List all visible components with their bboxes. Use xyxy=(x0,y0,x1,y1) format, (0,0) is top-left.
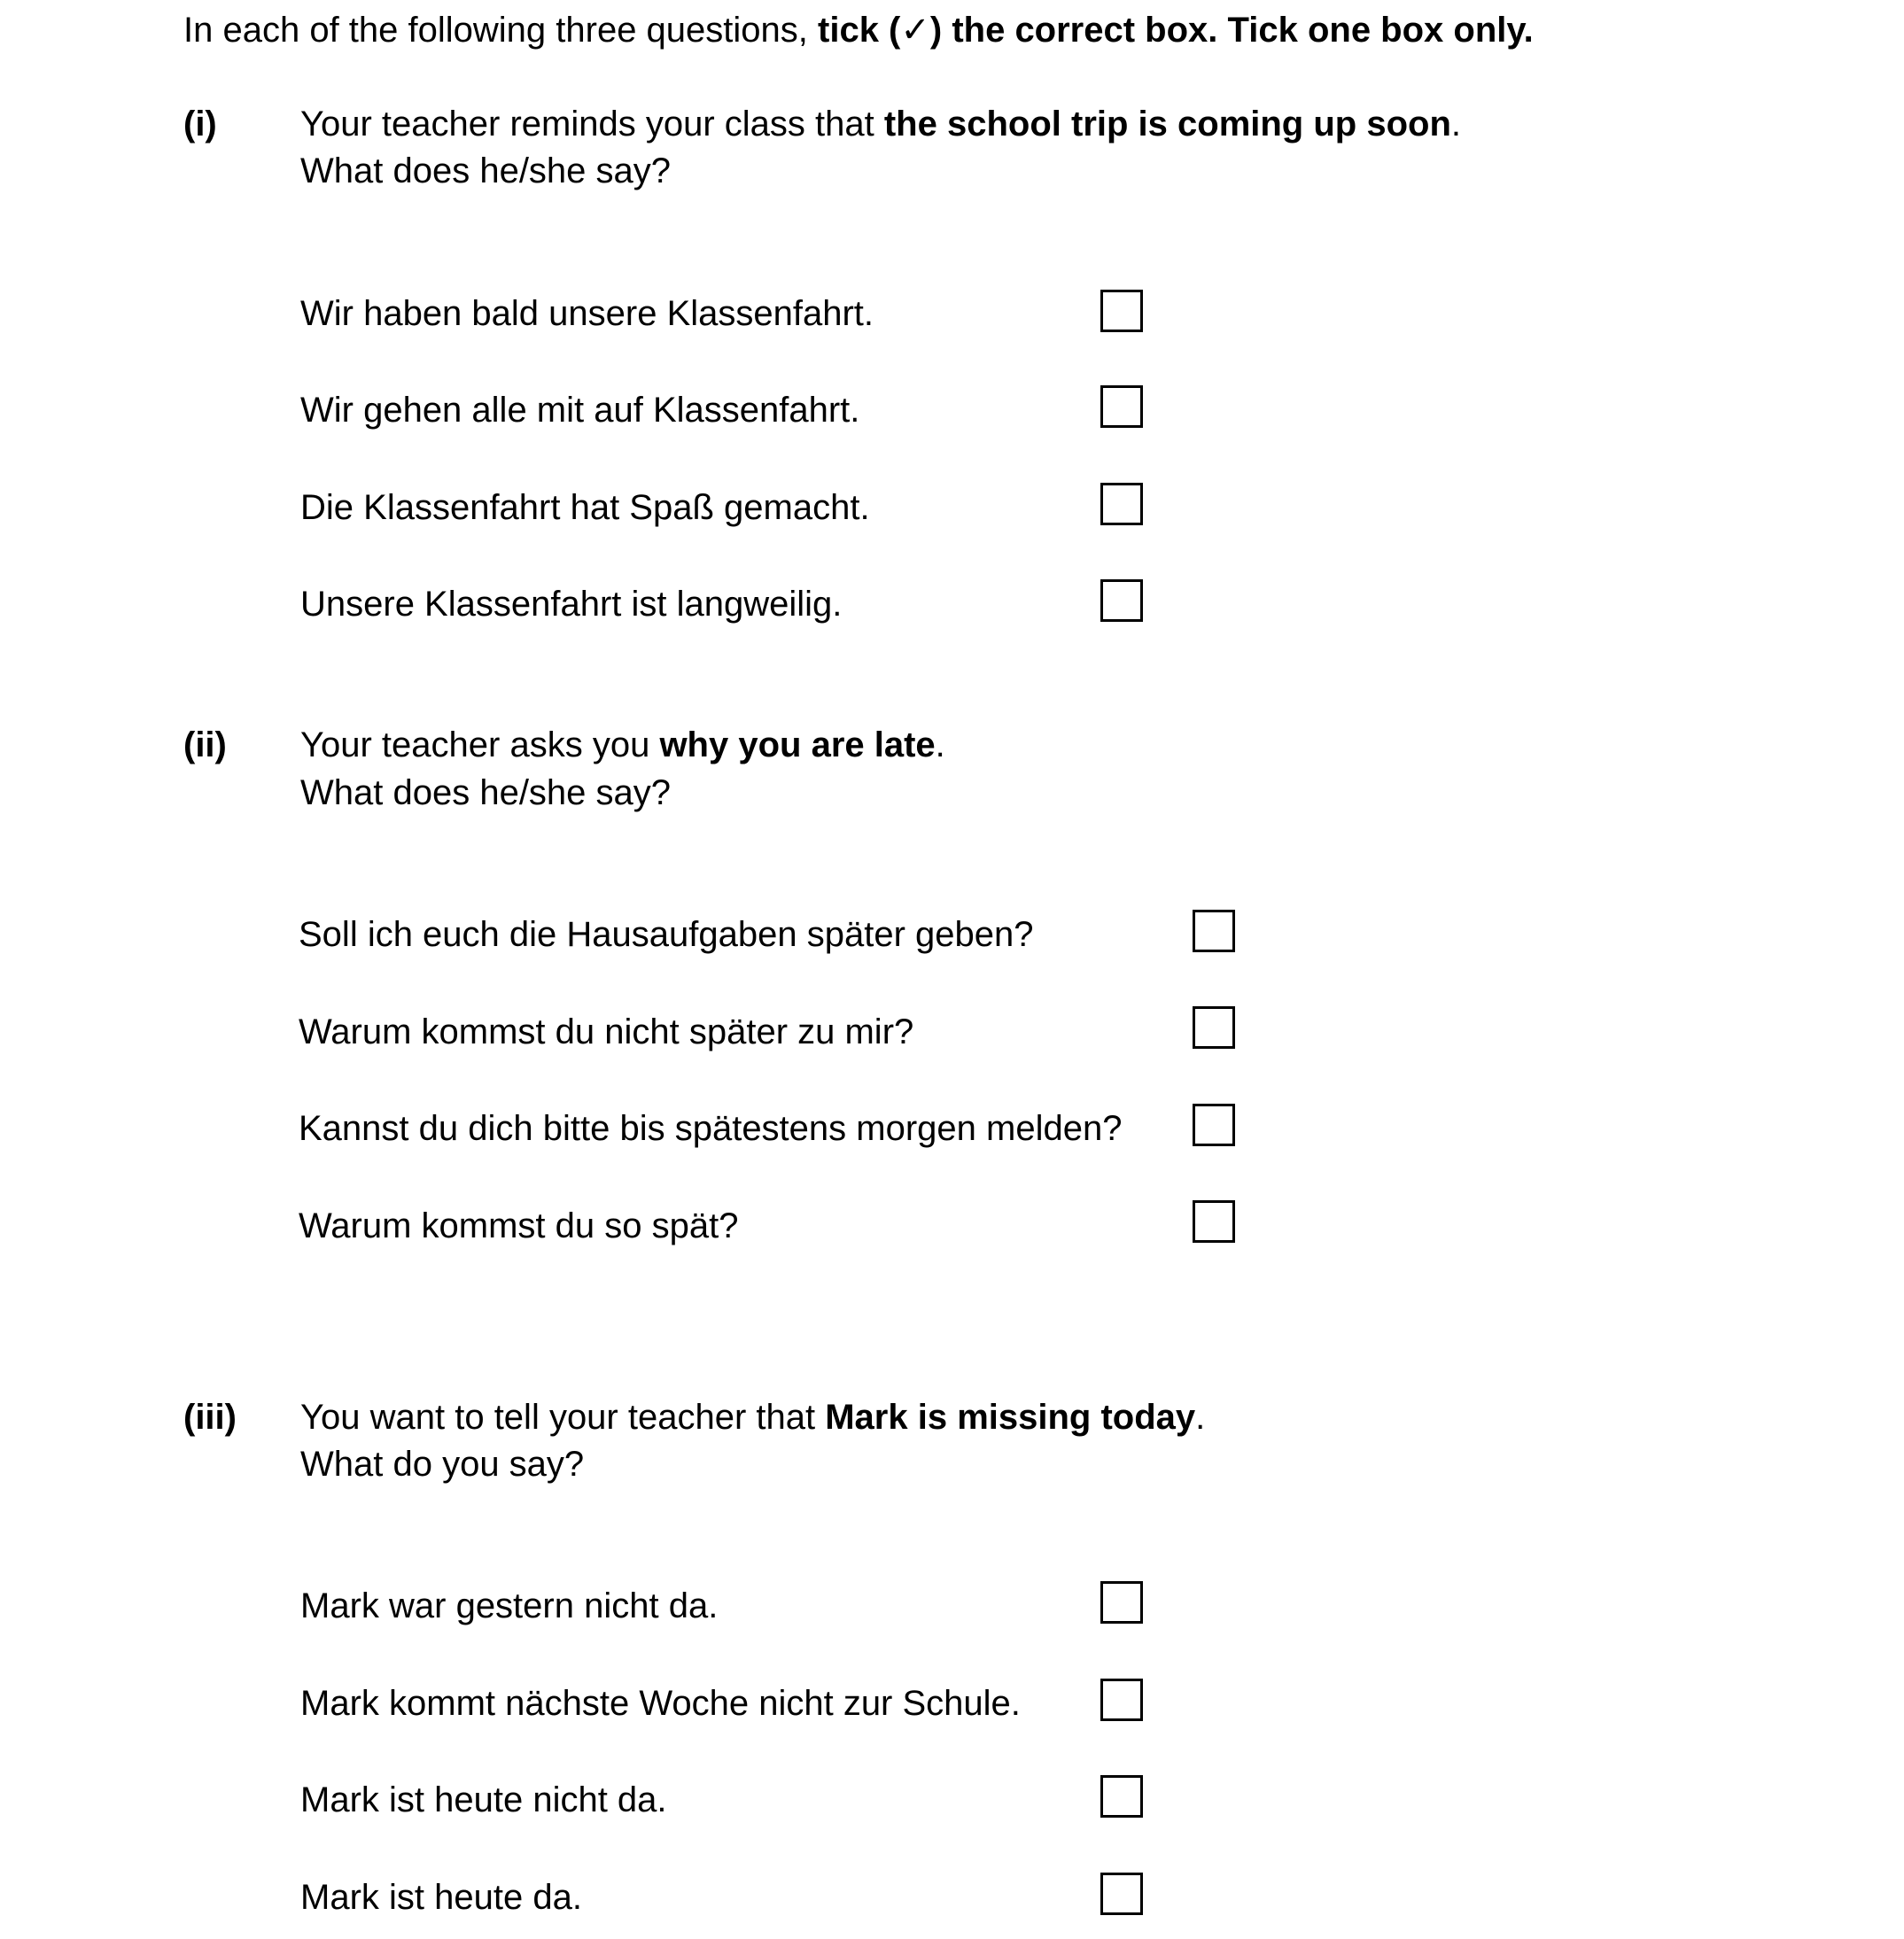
question-3-prompt-end: . xyxy=(1195,1398,1206,1437)
question-3-subprompt: What do you say? xyxy=(300,1445,585,1484)
question-1-option-3-checkbox[interactable] xyxy=(1100,483,1143,525)
question-2-option-3: Kannst du dich bitte bis spätestens morgen melden? xyxy=(299,1109,1123,1148)
question-1-option-2-checkbox[interactable] xyxy=(1100,385,1143,428)
question-2-option-3-checkbox[interactable] xyxy=(1193,1104,1235,1146)
question-2-prompt-bold: why you are late xyxy=(659,725,936,764)
question-2-option-1: Soll ich euch die Hausaufgaben später geben? xyxy=(299,915,1034,954)
question-3-prompt-text: You want to tell your teacher that xyxy=(300,1398,826,1437)
question-2-option-2-checkbox[interactable] xyxy=(1193,1006,1235,1049)
question-3-label: (iii) xyxy=(183,1398,237,1437)
question-1-option-1-checkbox[interactable] xyxy=(1100,290,1143,332)
question-1-subprompt: What does he/she say? xyxy=(300,151,672,190)
question-1-label: (i) xyxy=(183,105,217,143)
question-3-option-1: Mark war gestern nicht da. xyxy=(300,1586,719,1625)
instructions xyxy=(183,7,1534,54)
instructions-tick-text: tick ( xyxy=(818,11,901,50)
instructions-box-text: ) the correct box. Tick one box only. xyxy=(929,11,1534,50)
tick-icon: ✓ xyxy=(900,11,930,50)
question-3-option-2-checkbox[interactable] xyxy=(1100,1679,1143,1721)
question-2-option-4: Warum kommst du so spät? xyxy=(299,1206,739,1245)
question-3-option-4-checkbox[interactable] xyxy=(1100,1873,1143,1915)
question-1-option-2: Wir gehen alle mit auf Klassenfahrt. xyxy=(300,391,860,430)
question-3-prompt-bold: Mark is missing today xyxy=(825,1398,1196,1437)
instructions-bold xyxy=(818,11,1534,50)
question-1-prompt-text: Your teacher reminds your class that xyxy=(300,105,884,143)
question-2-label: (ii) xyxy=(183,725,227,764)
question-2-prompt xyxy=(300,722,945,769)
question-3-option-1-checkbox[interactable] xyxy=(1100,1581,1143,1624)
question-2-prompt-end: . xyxy=(935,725,945,764)
question-3-option-3-checkbox[interactable] xyxy=(1100,1775,1143,1818)
question-3-prompt xyxy=(300,1394,1205,1441)
question-2-option-4-checkbox[interactable] xyxy=(1193,1200,1235,1243)
question-3-option-4: Mark ist heute da. xyxy=(300,1878,582,1917)
question-1-prompt xyxy=(300,101,1461,148)
question-1-option-4: Unsere Klassenfahrt ist langweilig. xyxy=(300,585,843,624)
instructions-text: In each of the following three questions, xyxy=(183,11,819,50)
question-1-prompt-end: . xyxy=(1450,105,1462,143)
question-3-option-3: Mark ist heute nicht da. xyxy=(300,1780,667,1819)
question-1-option-3: Die Klassenfahrt hat Spaß gemacht. xyxy=(300,488,870,527)
question-1-option-1: Wir haben bald unsere Klassenfahrt. xyxy=(300,294,874,333)
question-1-prompt-bold: the school trip is coming up soon xyxy=(883,105,1451,143)
question-1-option-4-checkbox[interactable] xyxy=(1100,579,1143,622)
question-3-option-2: Mark kommt nächste Woche nicht zur Schule. xyxy=(300,1684,1021,1723)
question-2-option-2: Warum kommst du nicht später zu mir? xyxy=(299,1012,914,1051)
question-2-option-1-checkbox[interactable] xyxy=(1193,910,1235,952)
question-2-prompt-text: Your teacher asks you xyxy=(300,725,660,764)
question-2-subprompt: What does he/she say? xyxy=(300,773,672,812)
